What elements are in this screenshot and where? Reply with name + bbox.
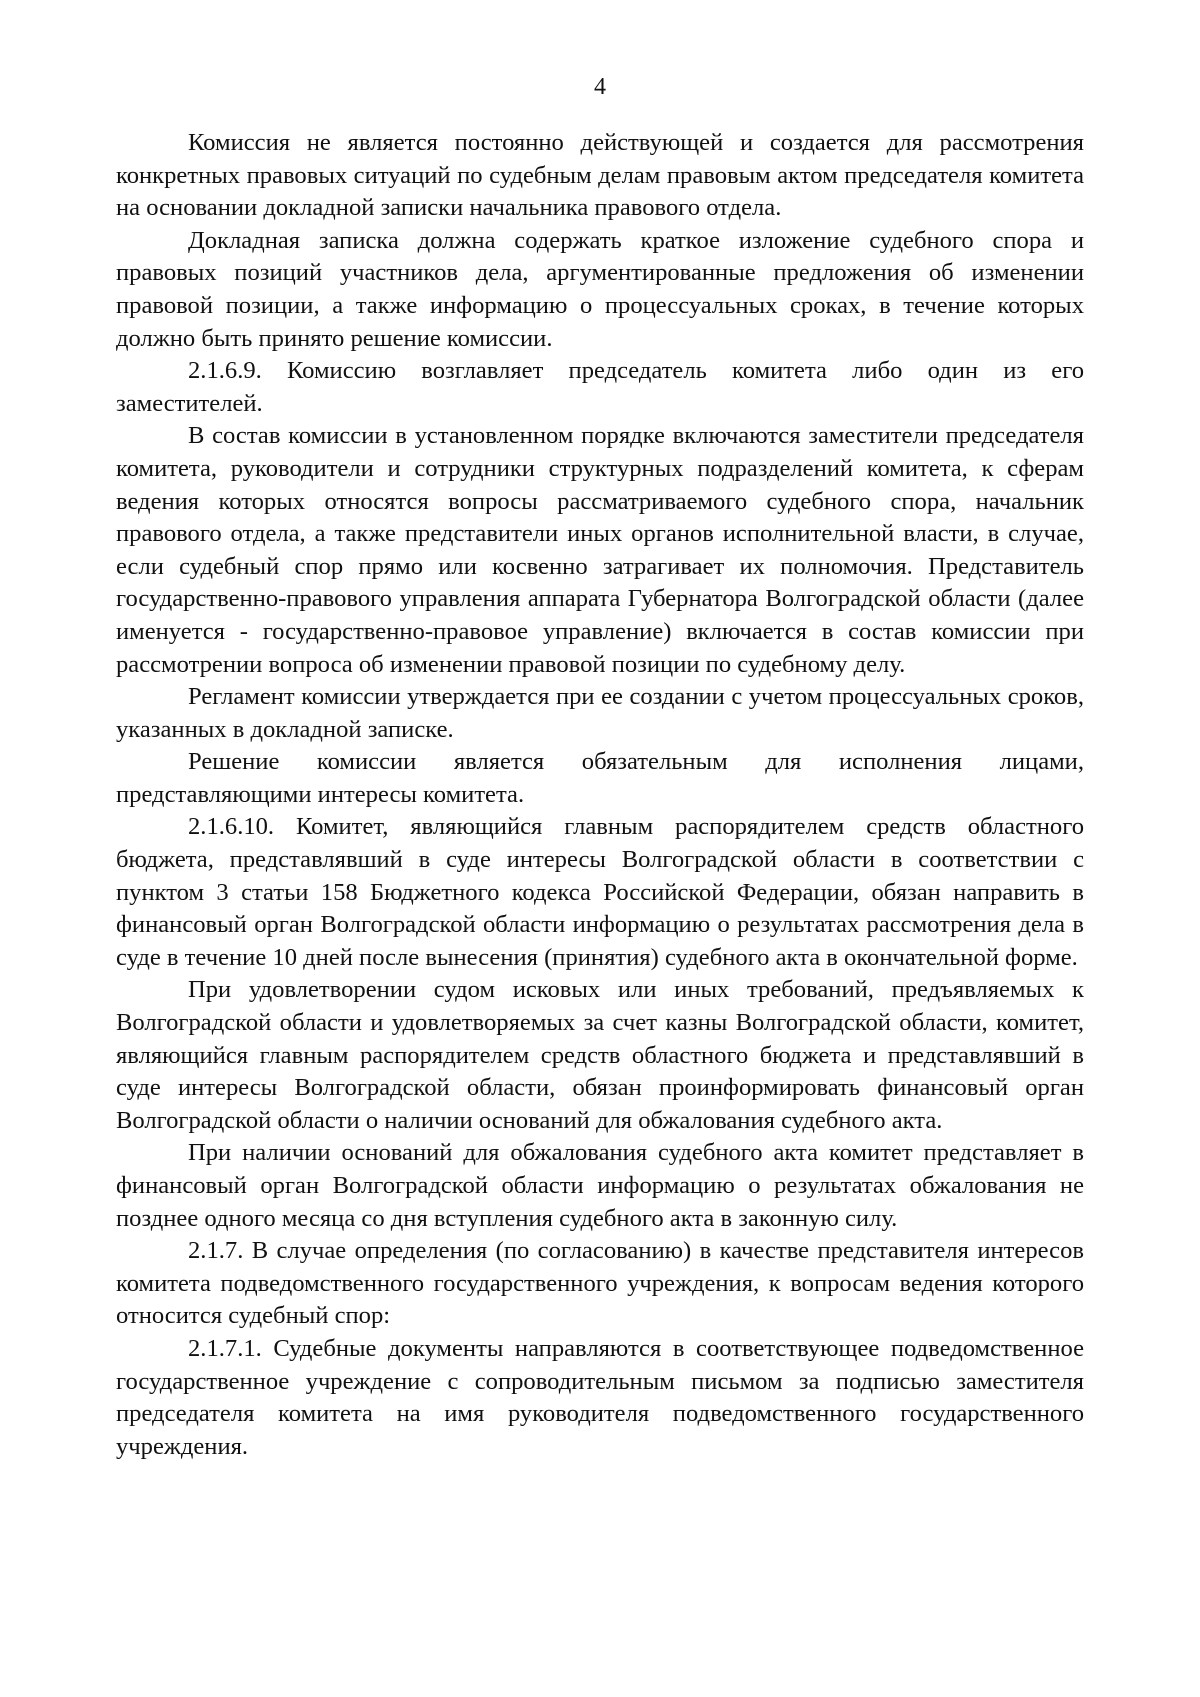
paragraph-commission-decision: Решение комиссии является обязательным для исполнения лицами, представляющими интересы комитета. — [116, 748, 1084, 808]
paragraph-2-1-6-9: 2.1.6.9. Комиссию возглавляет председатель комитета либо один из его заместителей. — [116, 357, 1084, 417]
paragraph-2-1-7: 2.1.7. В случае определения (по согласованию) в качестве представителя интересов комитета подведомственного государственного учреждения, к вопросам ведения которого относится судебный спор: — [116, 1237, 1084, 1330]
document-body — [116, 127, 1084, 1463]
paragraph-claims-satisfaction: При удовлетворении судом исковых или иных требований, предъявляемых к Волгоградской области и удовлетворяемых за счет казны Волгоградской области, комитет, являющийся главным распорядителем средств областного бюджета и представлявший в суде интересы Волгоградской области, обязан проинформировать финансовый орган Волгоградской области о наличии оснований для обжалования судебного акта. — [116, 976, 1084, 1134]
paragraph-commission-purpose: Комиссия не является постоянно действующей и создается для рассмотрения конкретных правовых ситуаций по судебным делам правовым актом председателя комитета на основании докладной записки начальника правового отдела. — [116, 129, 1084, 222]
paragraph-commission-composition: В состав комиссии в установленном порядке включаются заместители председателя комитета, руководители и сотрудники структурных подразделений комитета, к сферам ведения которых относятся вопросы рассматриваемого судебного спора, начальник правового отдела, а также представители иных органов исполнительной власти, в случае, если судебный спор прямо или косвенно затрагивает их полномочия. Представитель государственно-правового управления аппарата Губернатора Волгоградской области (далее именуется - государственно-правовое управление) включается в состав комиссии при рассмотрении вопроса об изменении правовой позиции по судебному делу. — [116, 422, 1084, 678]
paragraph-memo-contents: Докладная записка должна содержать краткое изложение судебного спора и правовых позиций участников дела, аргументированные предложения об изменении правовой позиции, а также информацию о процессуальных сроках, в течение которых должно быть принято решение комиссии. — [116, 226, 1084, 352]
page-number: 4 — [594, 74, 606, 100]
paragraph-appeal-grounds: При наличии оснований для обжалования судебного акта комитет представляет в финансовый орган Волгоградской области информацию о результатах обжалования не позднее одного месяца со дня вступления судебного акта в законную силу. — [116, 1139, 1084, 1232]
paragraph-2-1-6-10: 2.1.6.10. Комитет, являющийся главным распорядителем средств областного бюджета, представлявший в суде интересы Волгоградской области в соответствии с пунктом 3 статьи 158 Бюджетного кодекса Российской Федерации, обязан направить в финансовый орган Волгоградской области информацию о результатах рассмотрения дела в суде в течение 10 дней после вынесения (принятия) судебного акта в окончательной форме. — [116, 813, 1084, 971]
paragraph-commission-regulations: Регламент комиссии утверждается при ее создании с учетом процессуальных сроков, указанных в докладной записке. — [116, 683, 1084, 743]
paragraph-2-1-7-1: 2.1.7.1. Судебные документы направляются в соответствующее подведомственное государственное учреждение с сопроводительным письмом за подписью заместителя председателя комитета на имя руководителя подведомственного государственного учреждения. — [116, 1334, 1084, 1460]
